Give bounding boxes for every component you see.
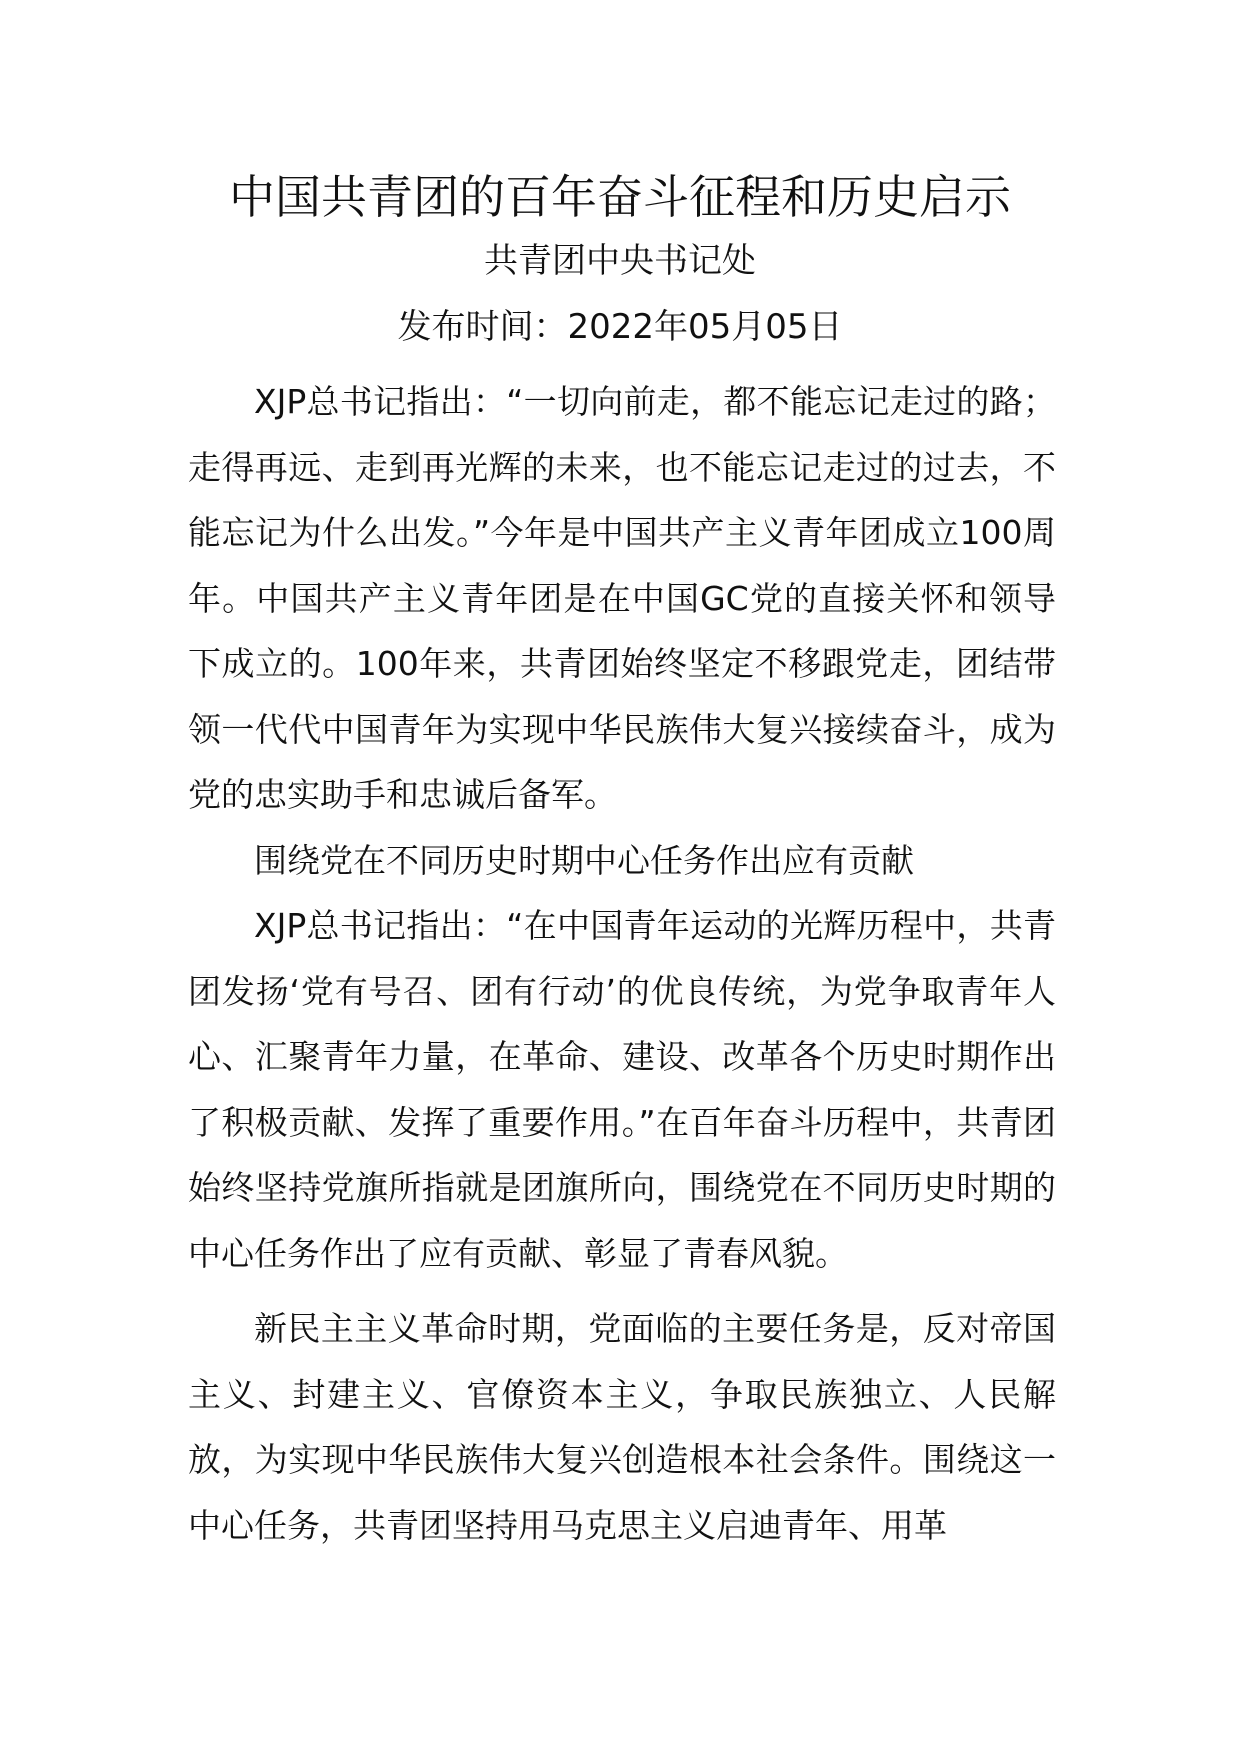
body-paragraph: XJP总书记指出：“在中国青年运动的光辉历程中，共青团发扬‘党有号召、团有行动’的优良传统，为党争取青年人心、汇聚青年力量，在革命、建设、改革各个历史时期作出了积极贡献、发挥了重要作用。”在百年奋斗历程中，共青团始终坚持党旗所指就是团旗所向，围绕党在不同历史时期的中心任务作出了应有贡献、彰显了青春风貌。 — [188, 906, 1056, 1273]
body-paragraph: 新民主主义革命时期，党面临的主要任务是，反对帝国主义、封建主义、官僚资本主义，争取民族独立、人民解放，为实现中华民族伟大复兴创造根本社会条件。围绕这一中心任务，共青团坚持用马克思主义启迪青年、用革 — [188, 1309, 1056, 1545]
article-body — [188, 369, 1056, 1558]
document-title: 中国共青团的百年奋斗征程和历史启示 — [229, 170, 1011, 224]
document-author: 共青团中央书记处 — [484, 241, 756, 281]
publish-date: 发布时间：2022年05月05日 — [397, 307, 843, 347]
body-paragraph: XJP总书记指出：“一切向前走，都不能忘记走过的路；走得再远、走到再光辉的未来，也不能忘记走过的过去，不能忘记为什么出发。”今年是中国共产主义青年团成立100周年。中国共产主义青年团是在中国GC党的直接关怀和领导下成立的。100年来，共青团始终坚定不移跟党走，团结带领一代代中国青年为实现中华民族伟大复兴接续奋斗，成为党的忠实助手和忠诚后备军。 — [188, 382, 1056, 814]
section-heading: 围绕党在不同历史时期中心任务作出应有贡献 — [254, 840, 914, 880]
